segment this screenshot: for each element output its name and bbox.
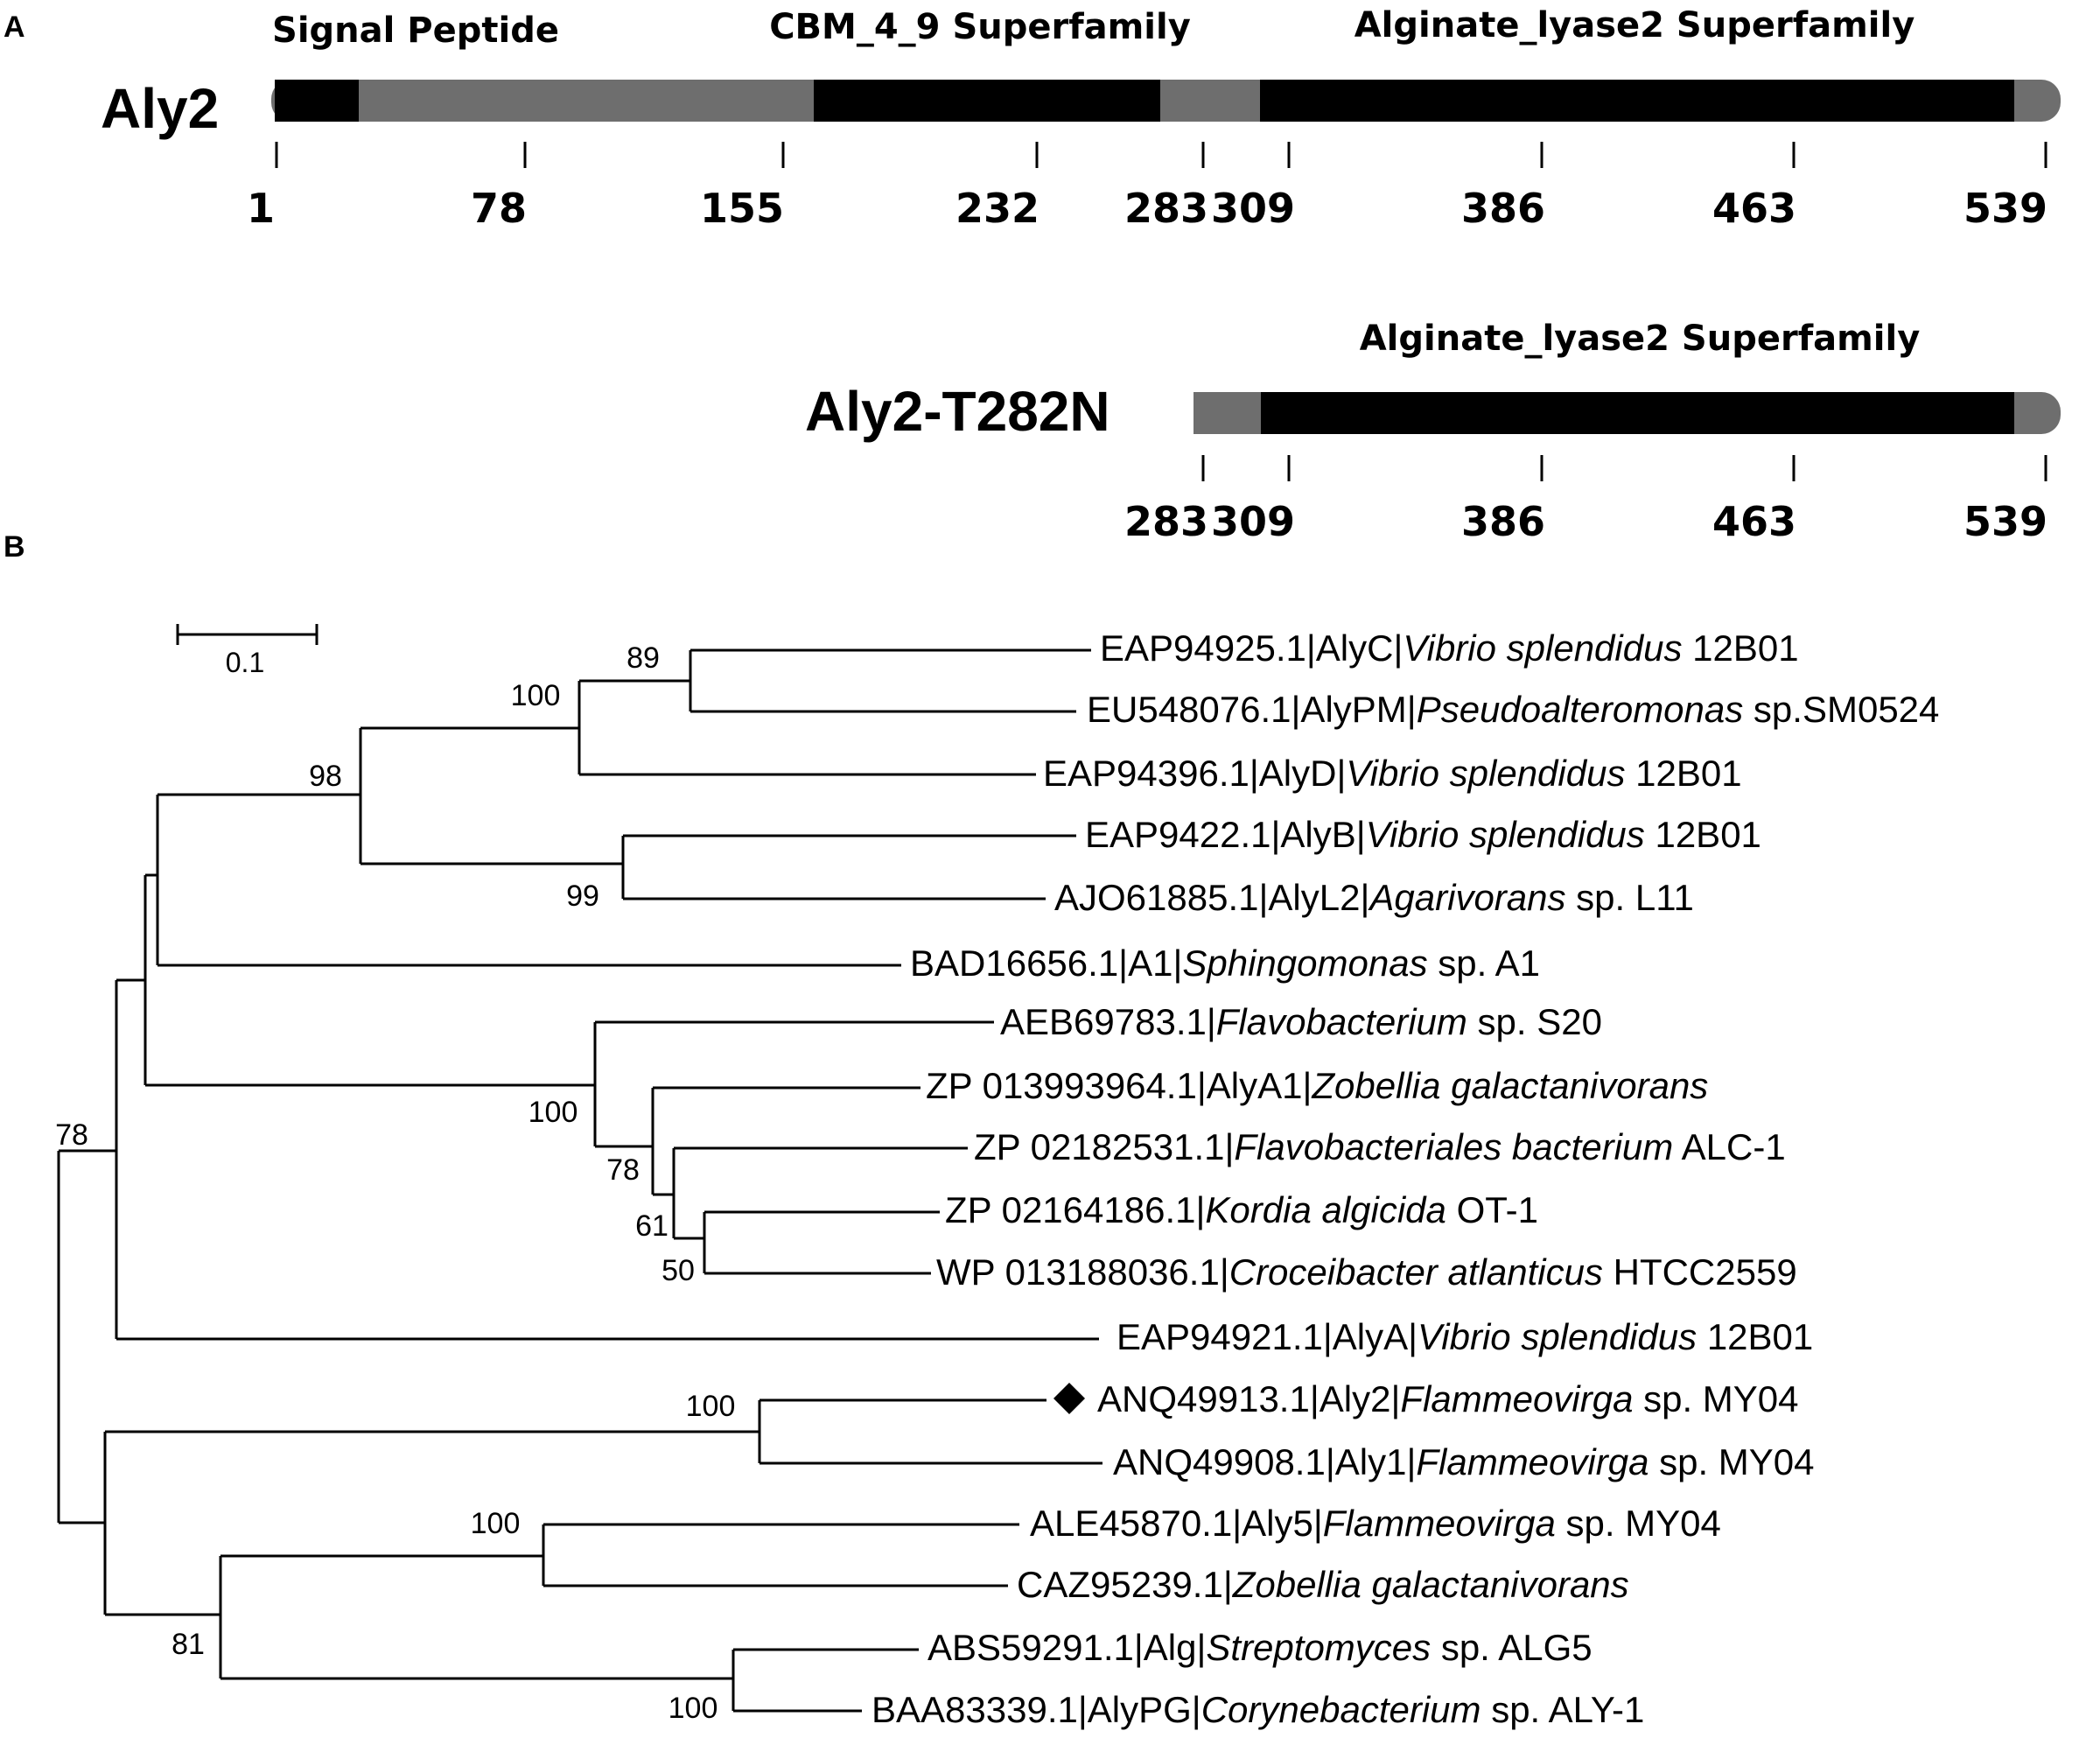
aly2-domain-label-cbm: CBM_4_9 Superfamily bbox=[769, 7, 1191, 47]
protein-name-aly2: Aly2 bbox=[101, 77, 220, 140]
aly2-tick-label: 386 bbox=[1460, 185, 1546, 232]
bootstrap-value: 100 bbox=[510, 679, 561, 712]
bootstrap-value: 99 bbox=[566, 880, 599, 913]
t282n-tick-label: 283 bbox=[1124, 498, 1209, 545]
bootstrap-value: 100 bbox=[668, 1692, 718, 1725]
aly2-tick-label: 155 bbox=[699, 185, 785, 232]
t282n-backbone-square-end bbox=[1194, 392, 1214, 434]
protein-aly2-t282n bbox=[805, 319, 2061, 545]
aly2-ticks bbox=[276, 142, 2046, 168]
leaf-label: ABS59291.1|Alg|Streptomyces sp. ALG5 bbox=[928, 1627, 1592, 1668]
bootstrap-value: 61 bbox=[635, 1209, 668, 1243]
bootstrap-value: 89 bbox=[626, 641, 660, 675]
leaf-label: BAA83339.1|AlyPG|Corynebacterium sp. ALY-1 bbox=[872, 1689, 1645, 1730]
leaf-label: EAP94925.1|AlyC|Vibrio splendidus 12B01 bbox=[1100, 627, 1799, 669]
scale-bar-label: 0.1 bbox=[225, 647, 265, 678]
aly2-tick-label: 232 bbox=[955, 185, 1040, 232]
aly2-tick-label: 463 bbox=[1712, 185, 1797, 232]
phylogenetic-tree bbox=[59, 650, 1102, 1711]
t282n-tick-label: 463 bbox=[1712, 498, 1797, 545]
t282n-tick-labels bbox=[1124, 498, 2048, 545]
aly2-tick-label: 283 bbox=[1124, 185, 1209, 232]
leaf-label: BAD16656.1|A1|Sphingomonas sp. A1 bbox=[910, 943, 1540, 984]
leaf-label: ZP 02164186.1|Kordia algicida OT-1 bbox=[945, 1189, 1538, 1230]
t282n-domain-label-alginate-lyase2: Alginate_lyase2 Superfamily bbox=[1359, 319, 1921, 359]
aly2-tick-labels bbox=[247, 185, 2048, 232]
leaf-label: EAP94921.1|AlyA|Vibrio splendidus 12B01 bbox=[1116, 1316, 1814, 1357]
leaf-labels bbox=[872, 627, 1939, 1730]
aly2-tick-label: 539 bbox=[1963, 185, 2048, 232]
leaf-label: ANQ49908.1|Aly1|Flammeovirga sp. MY04 bbox=[1113, 1441, 1815, 1482]
leaf-label: EU548076.1|AlyPM|Pseudoalteromonas sp.SM0524 bbox=[1087, 689, 1940, 730]
bootstrap-value: 78 bbox=[55, 1118, 88, 1152]
aly2-tick-label: 1 bbox=[246, 185, 276, 232]
leaf-label: AJO61885.1|AlyL2|Agarivorans sp. L11 bbox=[1054, 877, 1694, 918]
panel-b-letter: B bbox=[4, 530, 25, 564]
leaf-label: ALE45870.1|Aly5|Flammeovirga sp. MY04 bbox=[1030, 1503, 1721, 1544]
leaf-label: EAP9422.1|AlyB|Vibrio splendidus 12B01 bbox=[1085, 814, 1761, 855]
leaf-label: ZP 013993964.1|AlyA1|Zobellia galactanivorans bbox=[926, 1065, 1709, 1106]
leaf-label: ANQ49913.1|Aly2|Flammeovirga sp. MY04 bbox=[1097, 1378, 1799, 1419]
t282n-tick-label: 309 bbox=[1210, 498, 1296, 545]
t282n-domain-alginate-lyase2 bbox=[1261, 392, 2014, 434]
leaf-label: CAZ95239.1|Zobellia galactanivorans bbox=[1017, 1564, 1629, 1605]
aly2-domain-signal-peptide bbox=[275, 80, 359, 122]
protein-aly2 bbox=[101, 5, 2061, 232]
t282n-ticks bbox=[1203, 455, 2046, 481]
scale-bar bbox=[178, 624, 317, 678]
bootstrap-value: 100 bbox=[470, 1507, 521, 1540]
leaf-label: WP 013188036.1|Croceibacter atlanticus HTCC2559 bbox=[936, 1251, 1797, 1293]
t282n-tick-label: 386 bbox=[1460, 498, 1546, 545]
leaf-label: AEB69783.1|Flavobacterium sp. S20 bbox=[1000, 1001, 1602, 1042]
bootstrap-value: 100 bbox=[528, 1096, 578, 1129]
bootstrap-value: 81 bbox=[172, 1628, 205, 1661]
aly2-domain-cbm bbox=[814, 80, 1160, 122]
aly2-domain-label-signal-peptide: Signal Peptide bbox=[272, 11, 559, 51]
panel-a-letter: A bbox=[4, 11, 25, 44]
bootstrap-value: 50 bbox=[662, 1254, 695, 1287]
leaf-label: ZP 02182531.1|Flavobacteriales bacterium ALC-1 bbox=[974, 1126, 1786, 1167]
bootstrap-value: 100 bbox=[685, 1390, 736, 1423]
bootstrap-value: 98 bbox=[309, 760, 342, 793]
aly2-domain-alginate-lyase2 bbox=[1260, 80, 2014, 122]
leaf-label: EAP94396.1|AlyD|Vibrio splendidus 12B01 bbox=[1043, 753, 1742, 794]
protein-name-aly2-t282n: Aly2-T282N bbox=[805, 380, 1110, 443]
bootstrap-value: 78 bbox=[606, 1153, 640, 1187]
aly2-tick-label: 78 bbox=[470, 185, 528, 232]
diamond-marker-icon bbox=[1054, 1383, 1085, 1414]
aly2-domain-label-alginate-lyase2: Alginate_lyase2 Superfamily bbox=[1354, 5, 1915, 46]
t282n-tick-label: 539 bbox=[1963, 498, 2048, 545]
aly2-tick-label: 309 bbox=[1210, 185, 1296, 232]
